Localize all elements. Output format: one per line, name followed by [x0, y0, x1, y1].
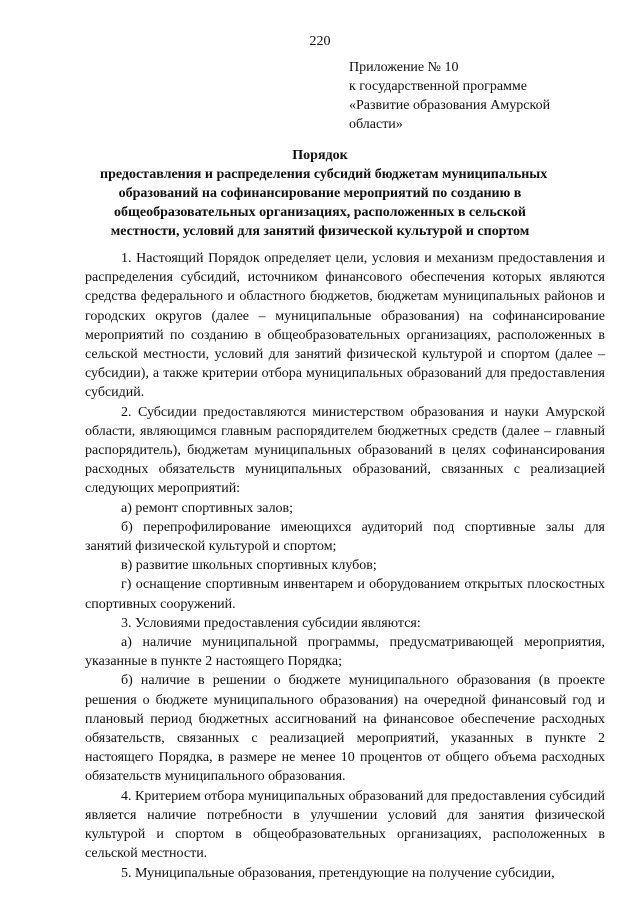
- appendix-line: «Развитие образования Амурской: [349, 98, 551, 113]
- paragraph: б) перепрофилирование имеющихся аудиторий под спортивные залы для занятий физической культурой и спортом;: [85, 519, 605, 555]
- paragraph: в) развитие школьных спортивных клубов;: [121, 558, 377, 574]
- document-body: [85, 249, 605, 883]
- title-line: образований на софинансирование мероприятий по созданию в: [118, 186, 522, 201]
- paragraph: а) наличие муниципальной программы, предусматривающей мероприятия, указанные в пункте 2 настоящего Порядка;: [85, 635, 605, 670]
- title-line: общеобразовательных организациях, расположенных в сельской: [114, 205, 526, 220]
- appendix-line: области»: [349, 117, 403, 132]
- appendix-block: [349, 58, 589, 134]
- paragraph: б) наличие в решении о бюджете муниципального образования (в проекте решения о бюджете муниципального образования) на очередной финансовый год и плановый период бюджетных ассигнований на финансовое обеспечение расходных обязательств, связанных с реализацией мероприятий, указанных в пункте 2 настоящего Порядка, в размере не менее 10 процентов от общего объема расходных обязательств муниципального образования.: [85, 673, 605, 785]
- document-title: [100, 146, 548, 241]
- paragraph: г) оснащение спортивным инвентарем и оборудованием открытых плоскостных спортивных сооружений.: [85, 577, 605, 612]
- appendix-line: Приложение № 10: [349, 60, 459, 75]
- page-number: 220: [309, 34, 331, 49]
- title-heading: Порядок: [292, 148, 348, 163]
- appendix-line: к государственной программе: [349, 79, 527, 94]
- paragraph: а) ремонт спортивных залов;: [121, 500, 294, 516]
- paragraph: 1. Настоящий Порядок определяет цели, условия и механизм предоставления и распределения субсидий, источником финансового обеспечения которых являются средства федерального и областного бюджетов, бюджетам муниципальных районов и городских округов (далее – муниципальные образования) на софинансирование мероприятий по созданию в общеобразовательных организациях, расположенных в сельской местности, условий для занятий физической культурой и спортом (далее – субсидии), а также критерии отбора муниципальных образований для предоставления субсидий.: [85, 251, 605, 401]
- paragraph: 4. Критерием отбора муниципальных образований для предоставления субсидий является наличие потребности в улучшении условий для занятия физической культурой и спортом в общеобразовательных организациях, расположенных в сельской местности.: [85, 788, 605, 862]
- title-line: предоставления и распределения субсидий бюджетам муниципальных: [100, 167, 548, 182]
- paragraph: 2. Субсидии предоставляются министерством образования и науки Амурской области, являющимся главным распорядителем бюджетных средств (далее – главный распорядитель), бюджетам муниципальных образований в целях софинансирования расходных обязательств муниципальных образований, связанных с реализацией следующих мероприятий:: [85, 404, 605, 497]
- title-line: местности, условий для занятий физической культурой и спортом: [110, 224, 530, 239]
- paragraph: 3. Условиями предоставления субсидии являются:: [121, 615, 421, 631]
- paragraph: 5. Муниципальные образования, претендующие на получение субсидии,: [121, 865, 555, 881]
